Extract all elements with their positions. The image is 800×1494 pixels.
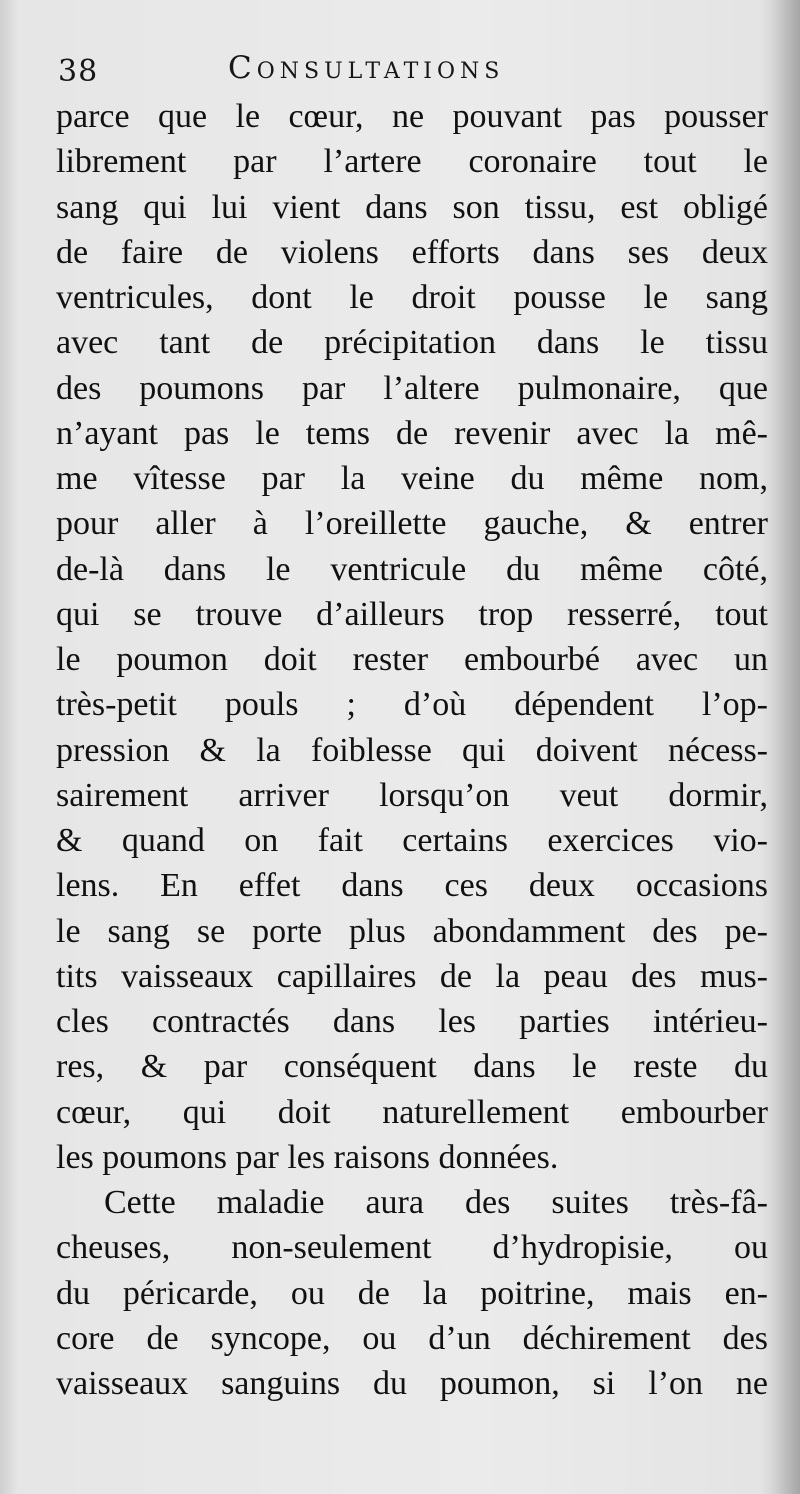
text-line: lens. En effet dans ces deux occasions <box>56 867 768 905</box>
text-line: le sang se porte plus abondamment des pe- <box>56 912 768 950</box>
text-line: sang qui lui vient dans son tissu, est obligé <box>56 188 768 226</box>
text-line: n’ayant pas le tems de revenir avec la mê- <box>56 414 768 452</box>
text-line: pour aller à l’oreillette gauche, & entrer <box>56 505 768 543</box>
text-line: de-là dans le ventricule du même côté, <box>56 550 768 588</box>
text-line: du péricarde, ou de la poitrine, mais en- <box>56 1274 768 1312</box>
text-line: cheuses, non-seulement d’hydropisie, ou <box>56 1229 768 1267</box>
text-line: qui se trouve d’ailleurs trop resserré, tout <box>56 595 768 633</box>
text-line: & quand on fait certains exercices vio- <box>56 822 768 859</box>
body-text <box>56 94 768 1406</box>
text-line: de faire de violens efforts dans ses deux <box>56 233 768 271</box>
text-line: ventricules, dont le droit pousse le sang <box>56 279 768 316</box>
running-head <box>58 48 618 90</box>
page-number: 38 <box>58 54 99 89</box>
text-line: pression & la foiblesse qui doivent nécess- <box>56 731 768 769</box>
text-line: librement par l’artere coronaire tout le <box>56 143 768 181</box>
paragraph-start-line: Cette maladie aura des suites très-fâ- <box>104 1184 768 1221</box>
text-line: cœur, qui doit naturellement embourber <box>56 1093 768 1131</box>
text-line: avec tant de précipitation dans le tissu <box>56 324 768 362</box>
text-line: très-petit pouls ; d’où dépendent l’op- <box>56 686 768 724</box>
text-line: vaisseaux sanguins du poumon, si l’on ne <box>56 1365 768 1402</box>
text-line: me vîtesse par la veine du même nom, <box>56 460 768 497</box>
text-line: sairement arriver lorsqu’on veut dormir, <box>56 776 768 814</box>
text-line: des poumons par l’altere pulmonaire, que <box>56 369 768 407</box>
paragraph-end-line: les poumons par les raisons données. <box>56 1138 559 1176</box>
text-line: cles contractés dans les parties intérieu- <box>56 1003 768 1040</box>
text-line: res, & par conséquent dans le reste du <box>56 1048 768 1086</box>
text-line: parce que le cœur, ne pouvant pas pousser <box>56 98 768 135</box>
text-line: le poumon doit rester embourbé avec un <box>56 641 768 678</box>
running-title: Consultations <box>228 50 505 86</box>
text-line: core de syncope, ou d’un déchirement des <box>56 1319 768 1357</box>
text-line: tits vaisseaux capillaires de la peau des mus- <box>56 957 768 995</box>
page-edge-shadow <box>772 0 800 1494</box>
